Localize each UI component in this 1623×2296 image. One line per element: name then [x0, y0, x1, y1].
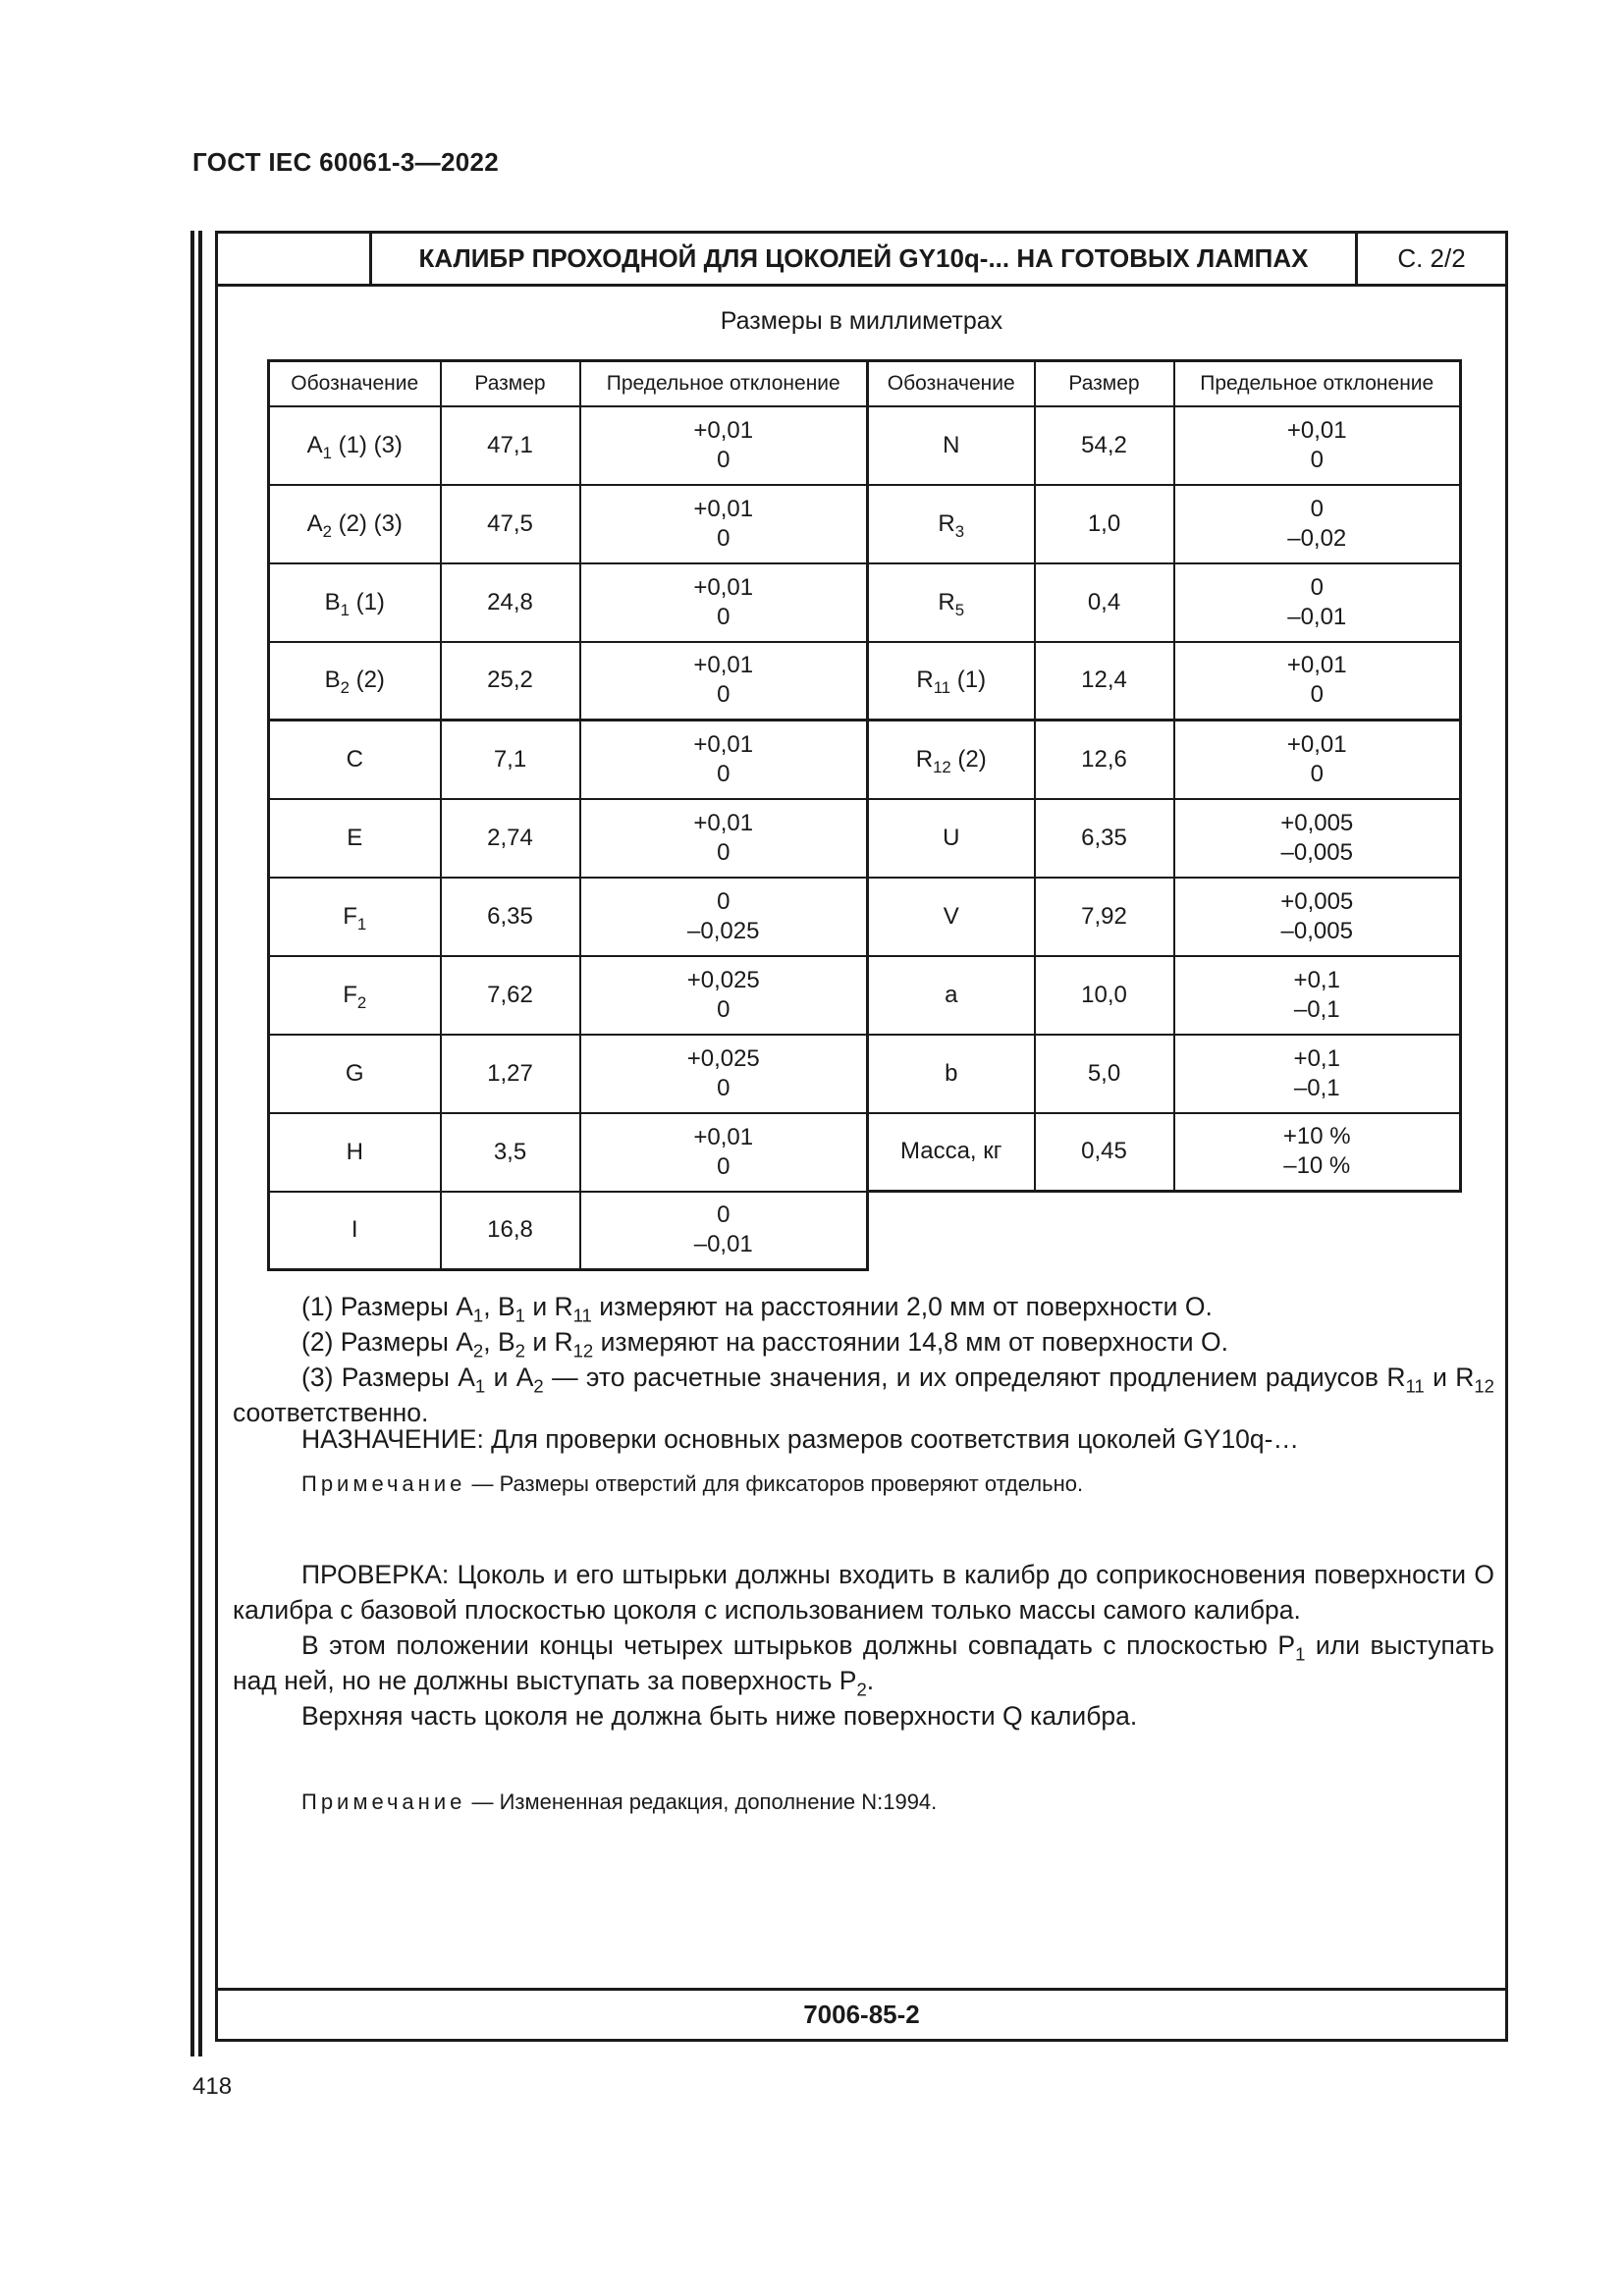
title-row — [218, 234, 1505, 287]
designation-cell: Масса, кг — [868, 1113, 1035, 1192]
table-row — [868, 406, 1461, 485]
designation-cell: G — [269, 1035, 441, 1113]
deviation-cell: +0,01 0 — [1174, 721, 1461, 799]
purpose-text: НАЗНАЧЕНИЕ: Для проверки основных размеров соответствия цоколей GY10q-… — [301, 1424, 1299, 1454]
deviation-cell: +0,01 0 — [580, 799, 868, 878]
size-cell: 7,1 — [441, 721, 580, 799]
size-cell: 7,62 — [441, 956, 580, 1035]
designation-cell: $A_1$ (1) (3) — [269, 406, 441, 485]
designation-cell: a — [868, 956, 1035, 1035]
deviation-cell: +0,025 0 — [580, 956, 868, 1035]
deviation-cell: +0,005 –0,005 — [1174, 799, 1461, 878]
size-cell: 0,4 — [1035, 563, 1174, 642]
deviation-cell: +10 % –10 % — [1174, 1113, 1461, 1192]
table-row — [868, 485, 1461, 563]
col-header-deviation: Предельное отклонение — [580, 361, 868, 406]
footnotes — [233, 1289, 1494, 1430]
size-cell: 47,1 — [441, 406, 580, 485]
table-row — [269, 878, 868, 956]
designation-cell: U — [868, 799, 1035, 878]
remark-1: Примечание — Размеры отверстий для фиксаторов проверяют отдельно. — [301, 1471, 1084, 1496]
check-text: ПРОВЕРКА: Цоколь и его штырьки должны входить в калибр до соприкосновения поверхности О калибра с базовой плоскостью цоколя с использованием только массы самого калибра. — [233, 1560, 1494, 1625]
designation-cell: H — [269, 1113, 441, 1192]
designation-cell: E — [269, 799, 441, 878]
deviation-cell: 0 –0,01 — [1174, 563, 1461, 642]
footnote-2: (2) Размеры $A_2$, $B_2$ и $R_{12}$ измеряют на расстоянии 14,8 мм от поверхности О. — [301, 1327, 1228, 1362]
footnote-1: (1) Размеры $A_1$, $B_1$ и $R_{11}$ измеряют на расстоянии 2,0 мм от поверхности О. — [301, 1292, 1213, 1326]
table-row — [269, 799, 868, 878]
size-cell: 2,74 — [441, 799, 580, 878]
size-cell: 1,27 — [441, 1035, 580, 1113]
col-header-size: Размер — [1035, 361, 1174, 406]
deviation-cell: +0,01 0 — [1174, 642, 1461, 721]
col-header-designation: Обозначение — [868, 361, 1035, 406]
deviation-cell: +0,01 0 — [580, 406, 868, 485]
margin-line-2 — [198, 231, 202, 2056]
dimensions-table-right — [866, 359, 1462, 1193]
dimensions-table-left — [267, 359, 869, 1271]
size-cell: 3,5 — [441, 1113, 580, 1192]
table-row — [269, 563, 868, 642]
table-row — [269, 956, 868, 1035]
table-row — [868, 642, 1461, 721]
size-cell: 0,45 — [1035, 1113, 1174, 1192]
table-row — [868, 563, 1461, 642]
designation-cell: $R_{12}$ (2) — [868, 721, 1035, 799]
margin-line-1 — [190, 231, 194, 2056]
designation-cell: $F_2$ — [269, 956, 441, 1035]
size-cell: 16,8 — [441, 1192, 580, 1270]
size-cell: 7,92 — [1035, 878, 1174, 956]
deviation-cell: 0 –0,025 — [580, 878, 868, 956]
size-cell: 12,6 — [1035, 721, 1174, 799]
deviation-cell: +0,01 0 — [580, 642, 868, 721]
table-row — [269, 642, 868, 721]
designation-cell: $R_5$ — [868, 563, 1035, 642]
deviation-cell: +0,01 0 — [580, 563, 868, 642]
deviation-cell: +0,025 0 — [580, 1035, 868, 1113]
designation-cell: $B_2$ (2) — [269, 642, 441, 721]
deviation-cell: +0,01 0 — [1174, 406, 1461, 485]
remark-2: Примечание — Измененная редакция, дополнение N:1994. — [301, 1789, 938, 1814]
size-cell: 54,2 — [1035, 406, 1174, 485]
size-cell: 5,0 — [1035, 1035, 1174, 1113]
deviation-cell: +0,01 0 — [580, 485, 868, 563]
designation-cell: C — [269, 721, 441, 799]
table-row — [269, 721, 868, 799]
deviation-cell: +0,01 0 — [580, 1113, 868, 1192]
position-text: В этом положении концы четырех штырьков должны совпадать с плоскостью $P_1$ или выступать над ней, но не должны выступать за поверхность $P_2$. — [233, 1630, 1494, 1700]
table-row — [269, 485, 868, 563]
sheet-frame — [215, 231, 1508, 2042]
table-row — [868, 1113, 1461, 1192]
size-cell: 25,2 — [441, 642, 580, 721]
title-cell-blank — [218, 234, 372, 284]
table-row — [868, 721, 1461, 799]
table-row — [868, 878, 1461, 956]
table-row — [269, 406, 868, 485]
col-header-deviation: Предельное отклонение — [1174, 361, 1461, 406]
deviation-cell: +0,1 –0,1 — [1174, 956, 1461, 1035]
designation-cell: V — [868, 878, 1035, 956]
purpose-block — [233, 1421, 1494, 1502]
deviation-cell: 0 –0,02 — [1174, 485, 1461, 563]
sheet-title: КАЛИБР ПРОХОДНОЙ ДЛЯ ЦОКОЛЕЙ GY10q-... НА ГОТОВЫХ ЛАМПАХ — [372, 234, 1358, 284]
designation-cell: $R_{11}$ (1) — [868, 642, 1035, 721]
designation-cell: $F_1$ — [269, 878, 441, 956]
sheet-page: С. 2/2 — [1397, 243, 1466, 273]
designation-cell: $R_3$ — [868, 485, 1035, 563]
table-row — [269, 1113, 868, 1192]
footnote-3: (3) Размеры $A_1$ и $A_2$ — это расчетные значения, и их определяют продлением радиусов $R_{11}$ и $R_{12}$ соответственно. — [233, 1362, 1494, 1427]
designation-cell: N — [868, 406, 1035, 485]
size-cell: 6,35 — [441, 878, 580, 956]
deviation-cell: +0,005 –0,005 — [1174, 878, 1461, 956]
col-header-size: Размер — [441, 361, 580, 406]
check-block — [233, 1557, 1494, 1734]
document-header: ГОСТ IEC 60061-3—2022 — [192, 147, 499, 177]
sheet-code: 7006-85-2 — [218, 1988, 1505, 2039]
remark-2-block — [233, 1785, 1494, 1820]
size-cell: 47,5 — [441, 485, 580, 563]
deviation-cell: +0,1 –0,1 — [1174, 1035, 1461, 1113]
deviation-cell: 0 –0,01 — [580, 1192, 868, 1270]
size-cell: 6,35 — [1035, 799, 1174, 878]
table-row — [868, 956, 1461, 1035]
size-cell: 12,4 — [1035, 642, 1174, 721]
designation-cell: b — [868, 1035, 1035, 1113]
table-row — [868, 1035, 1461, 1113]
table-left-body — [269, 406, 868, 1270]
page-number: 418 — [192, 2073, 233, 2100]
table-row — [269, 1192, 868, 1270]
deviation-cell: +0,01 0 — [580, 721, 868, 799]
size-cell: 10,0 — [1035, 956, 1174, 1035]
size-cell: 24,8 — [441, 563, 580, 642]
designation-cell: I — [269, 1192, 441, 1270]
size-cell: 1,0 — [1035, 485, 1174, 563]
table-row — [868, 799, 1461, 878]
units-caption: Размеры в миллиметрах — [720, 307, 1003, 335]
top-text: Верхняя часть цоколя не должна быть ниже поверхности Q калибра. — [301, 1701, 1138, 1731]
col-header-designation: Обозначение — [269, 361, 441, 406]
designation-cell: $A_2$ (2) (3) — [269, 485, 441, 563]
designation-cell: $B_1$ (1) — [269, 563, 441, 642]
table-row — [269, 1035, 868, 1113]
table-right-body — [868, 406, 1461, 1192]
